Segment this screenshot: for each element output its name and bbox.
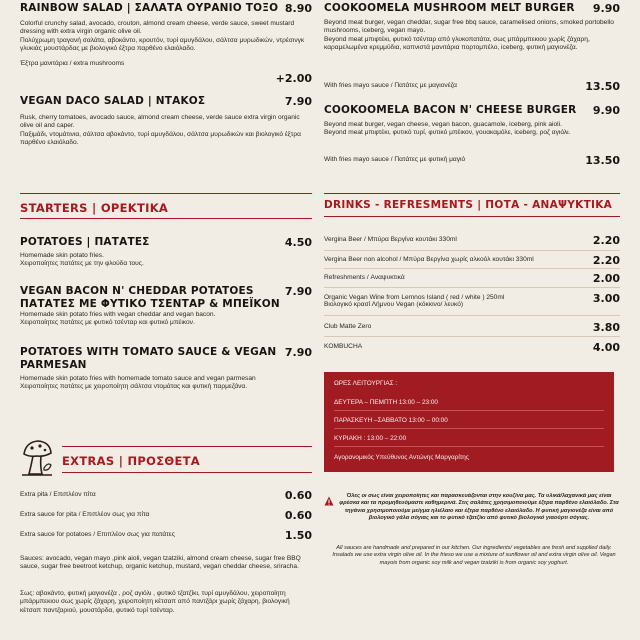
melt-fries-row (324, 80, 620, 93)
hours-line-weekdays: ΔΕΥΤΕΡΑ – ΠΕΜΠΤΗ 13:00 – 23:00 (334, 396, 604, 411)
drink-label-2: Βιολογικό κρασί Λήμνου Vegan (κόκκινο/ λευκό) (324, 301, 464, 308)
item-title-1: VEGAN BACON N' CHEDDAR POTATOES (20, 285, 254, 297)
kitchen-note-gr: Όλες οι σως είναι χειροποίητες και παρασκευάζονται στην κουζίνα μας. Τα υλικά/λαχανικά μας είναι φρέσκα και τα προμηθευόμαστε καθημερινά. Στις σαλάτες χρησιμοποιούμε έξτρα παρθένο ελαιόλαδο. Στα τηγάνια χρησιμοποιούμε μείγμα ηλιέλαιο και έξτρα παρθένο ελαιόλαδο. Η φυτική μαγιονέζα είναι από βιολογικό γάλα σόγιας και το φυτικό τζατζίκι από φυτικό βιολογικό γιαούρτι σόγιας. (339, 493, 619, 522)
item-desc-gr: Χειροποίητες πατάτες με φυτικό τσένταρ και φυτικό μπέικον. (20, 319, 195, 327)
item-desc-gr: Beyond meat μπιφτέκι, φυτικό τυρί, φυτικό μπέικον, γουακαμόλε, iceberg, ροζ αγιόλι. (324, 129, 571, 137)
drink-label: Vergina Beer non alcohol / Μπύρα Βεργίνα χωρίς αλκοόλ κουτάκι 330ml (324, 256, 534, 263)
extra-row-3 (20, 529, 312, 542)
drink-label: Organic Vegan Wine from Lemnos Island ( red / white ) 250ml (324, 294, 505, 301)
rainbow-salad (20, 2, 312, 54)
extra-label: Extra sauce for pita / Επιπλέον σως για πίτα (20, 511, 150, 518)
extras-divider-top (62, 446, 312, 447)
item-title: POTATOES | ΠΑΤΑΤΕΣ (20, 236, 150, 248)
item-desc-gr: Χειροποίητες πατάτες με χειροποίητη σάλτσα ντομάτας και φυτική παρμεζάνα. (20, 383, 248, 391)
item-title: RAINBOW SALAD | ΣΑΛΑΤΑ ΟΥΡΑΝΙΟ ΤΟΞΟ (20, 2, 279, 14)
item-desc-en: Homemade skin potato fries with vegan cheddar and vegan bacon. (20, 311, 216, 318)
extra-label: Έξτρα μανιτάρια / extra mushrooms (20, 60, 125, 67)
extra-price: 1.50 (284, 529, 312, 542)
fries-label: With fries mayo sauce / Πατάτες με μαγιονέζα (324, 82, 457, 89)
starters-heading: STARTERS | ΟΡΕΚΤΙΚΑ (20, 201, 169, 215)
sauces-en: Sauces: avocado, vegan mayo ,pink aioli, vegan tzatziki, almond cream cheese, sugar free BBQ sauce, sugar free beetroot ketchup, organic ketchup, mustard, vegan cheddar cheese, sriracha. (20, 555, 301, 571)
drink-label: Refreshments / Αναψυκτικά (324, 274, 405, 281)
item-desc-en: Homemade skin potato fries with homemade tomato sauce and vegan parmesan (20, 375, 256, 382)
drink-price: 2.00 (592, 272, 620, 285)
fries-price: 13.50 (585, 154, 620, 167)
item-price: 9.90 (592, 2, 620, 15)
item-desc-en: Beyond meat burger, vegan cheese, vegan bacon, guacamole, iceberg, pink aioli. (324, 121, 562, 128)
warning-icon (324, 493, 334, 503)
potatoes (20, 236, 312, 269)
drinks-heading: DRINKS - REFRESMENTS | ΠΟΤΑ - ΑΝΑΨΥΚΤΙΚΑ (324, 199, 613, 211)
item-price: 7.90 (284, 285, 312, 298)
extra-label: Extra pita / Επιπλέον πίτα (20, 491, 96, 498)
drink-row-1 (324, 234, 620, 247)
mushroom-icon (20, 438, 54, 478)
bacon-cheddar-potatoes (20, 285, 312, 328)
extra-price: 0.60 (284, 509, 312, 522)
extra-row-1 (20, 489, 312, 502)
item-price: 8.90 (284, 2, 312, 15)
drink-separator (324, 315, 620, 316)
item-desc-en: Beyond meat burger, vegan cheddar, sugar free bbq sauce, caramelised onions, smoked portobello mushrooms, iceberg, vegan mayo. (324, 19, 614, 35)
hours-line-sunday: ΚΥΡΙΑΚΗ : 13:00 – 22:00 (334, 432, 604, 447)
drink-price: 3.80 (592, 321, 620, 334)
item-desc-en: Colorful crunchy salad, avocado, crouton, almond cream cheese, verde sauce, sweet mustard dressing with extra virgin organic olive oil. (20, 20, 295, 36)
drink-separator (324, 287, 620, 288)
drink-separator (324, 336, 620, 337)
extras-divider-bottom (62, 472, 312, 473)
mushroom-melt-burger (324, 2, 620, 53)
kitchen-note-en: All sauces are handmade and prepared in our kitchen. Our ingredients/ vegetables are fresh and supplied daily. Insalads we use extra virgin olive oil. In the frieso we use a mixture of sunflower oil and extra virgin olive oil. Vegan mayois from organic soy milk and vegan tzatziki is from organic soy yoghurt. (332, 545, 616, 566)
item-price: 7.90 (284, 95, 312, 108)
drink-separator (324, 250, 620, 251)
extras-heading: EXTRAS | ΠΡΟΣΘΕΤΑ (62, 454, 200, 468)
drink-row-5 (324, 321, 620, 334)
drink-label: Vergina Beer / Μπύρα Βεργίνα κουτάκι 330ml (324, 236, 457, 243)
drink-price: 2.20 (592, 254, 620, 267)
extra-label: Extra sauce for potatoes / Επιπλέον σως για πατάτες (20, 531, 175, 538)
item-desc-gr: Παξιμάδι, ντομάτινια, σάλτσα αβοκάντο, τυρί αμυγδάλου, σάλτσα μυρωδικών και βιολογικό έξτρα παρθένο ελαιόλαδο. (20, 130, 301, 147)
fries-label: With fries mayo sauce / Πατάτες με φυτική μαγιό (324, 156, 466, 163)
drink-separator (324, 268, 620, 269)
daco-salad (20, 95, 312, 148)
tomato-parmesan-potatoes (20, 346, 312, 392)
extra-price: 0.60 (284, 489, 312, 502)
right-column (324, 0, 620, 640)
opening-hours-box (324, 372, 614, 472)
item-desc-en: Rusk, cherry tomatoes, avocado sauce, almond cream cheese, verde sauce extra virgin organic olive oil and caper. (20, 114, 300, 130)
sauces-gr: Σως: αβοκάντο, φυτική μαγιονέζα , ροζ αγιόλι , φυτικό τζατζίκι, τυρί αμυγδάλου, χειροποίητη μπάρμπεκιου σως χωρίς ζάχαρη, χειροποίητη κέτσαπ από παντζάρι χωρίς ζάχαρη, βιολογική κέτσαπ παντζαριού, μουστάρδα, φυτικό τυρί τσένταρ. (20, 590, 290, 614)
hours-line-weekend: ΠΑΡΑΣΚΕΥΗ –ΣΑΒΒΑΤΟ 13:00 – 00:00 (334, 414, 604, 429)
item-title-1: POTATOES WITH TOMATO SAUCE & VEGAN (20, 346, 277, 358)
hours-title: ΩΡΕΣ ΛΕΙΤΟΥΡΓΙΑΣ : (334, 380, 398, 387)
item-price: 9.90 (592, 104, 620, 117)
left-column (20, 0, 312, 640)
item-title: COOKOOMELA MUSHROOM MELT BURGER (324, 2, 575, 14)
hours-footer: Αγορανομικός Υπεύθυνος Αντώνης Μαργαρίτης (334, 454, 469, 461)
drinks-divider-bottom (324, 216, 620, 217)
item-title-2: ΠΑΤΑΤΕΣ ΜΕ ΦΥΤΙΚΟ ΤΣΕΝΤΑΡ & ΜΠΕΪΚΟΝ (20, 298, 280, 310)
item-desc-gr: Χειροποίητες πατάτες με την φλούδα τους. (20, 260, 144, 268)
drink-label: KOMBUCHA (324, 343, 363, 350)
drink-row-4 (324, 294, 620, 308)
extra-row-2 (20, 509, 312, 522)
item-title: VEGAN DACO SALAD | ΝΤΑΚΟΣ (20, 95, 206, 107)
item-title: COOKOOMELA BACON N' CHEESE BURGER (324, 104, 577, 116)
drink-row-6 (324, 341, 620, 354)
bacon-cheese-burger (324, 104, 620, 138)
drink-row-3 (324, 272, 620, 285)
drink-label: Club Matte Zero (324, 323, 372, 330)
bacon-fries-row (324, 154, 620, 167)
item-title-2: PARMESAN (20, 359, 87, 371)
drink-price: 4.00 (592, 341, 620, 354)
fries-price: 13.50 (585, 80, 620, 93)
starters-divider-top (20, 193, 312, 194)
drink-row-2 (324, 254, 620, 267)
starters-divider-bottom (20, 218, 312, 219)
extra-price: +2.00 (275, 72, 312, 85)
item-price: 7.90 (284, 346, 312, 359)
drinks-divider-top (324, 193, 620, 194)
drink-price: 2.20 (592, 234, 620, 247)
item-price: 4.50 (284, 236, 312, 249)
drink-price: 3.00 (592, 292, 620, 305)
item-desc-gr: Πολύχρωμη τραγανή σαλάτα, αβοκάντο, κρουτόν, τυρί αμυγδάλου, σάλτσα μυρωδικών, ντρέσινγκ γλυκιάς μουστάρδας με βιολογικό έξτρα παρθένο ελαιόλαδο. (20, 36, 305, 53)
extra-mushrooms (20, 60, 312, 67)
item-desc-en: Homemade skin potato fries. (20, 252, 104, 259)
item-desc-gr: Beyond meat μπιφτέκι, φυτικό τσένταρ από γλυκοπατάτα, σως μπάρμπεκιου χωρίς ζάχαρη, καραμελωμένα κρεμμύδια, καπνιστά μανιτάρια πορτομπέλο, iceberg, φυτική μαγιονέζα. (324, 35, 590, 52)
